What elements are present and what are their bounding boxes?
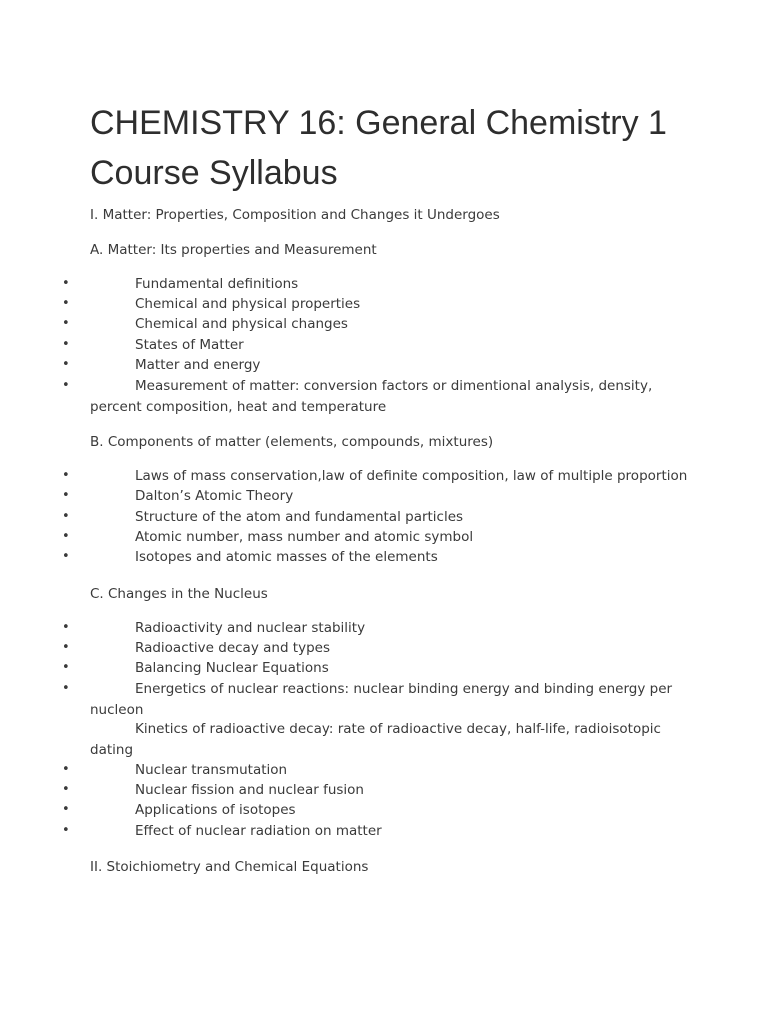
list-item: Kinetics of radioactive decay: rate of radioactive decay, half-life, radioisotopic dating — [90, 721, 661, 758]
subsection-heading-c: C. Changes in the Nucleus — [90, 586, 268, 602]
list-item: • Structure of the atom and fundamental particles — [62, 507, 742, 528]
bullet-icon: • — [62, 276, 70, 291]
list-item: • Nuclear transmutation — [62, 760, 742, 781]
bullet-icon: • — [62, 681, 70, 696]
list-item: • Chemical and physical properties — [62, 294, 742, 315]
section-heading-2: II. Stoichiometry and Chemical Equations — [90, 859, 369, 875]
title-line-2: Course Syllabus — [90, 154, 338, 192]
list-item: • Measurement of matter: conversion factors or dimentional analysis, density, percent composition, heat and temperature — [62, 378, 653, 415]
bullet-icon: • — [62, 762, 70, 777]
subsection-heading-a: A. Matter: Its properties and Measurement — [90, 242, 377, 258]
bullet-icon: • — [62, 660, 70, 675]
bullet-icon: • — [62, 509, 70, 524]
subsection-heading-b: B. Components of matter (elements, compounds, mixtures) — [90, 434, 494, 450]
bullet-icon: • — [62, 529, 70, 544]
bullet-icon: • — [62, 378, 70, 393]
list-item: • Fundamental definitions — [62, 274, 742, 295]
bullet-icon: • — [62, 640, 70, 655]
section-heading-1: I. Matter: Properties, Composition and Changes it Undergoes — [90, 207, 500, 223]
list-item: • Atomic number, mass number and atomic symbol — [62, 527, 742, 548]
bullet-icon: • — [62, 823, 70, 838]
bullet-icon: • — [62, 296, 70, 311]
list-item: • Energetics of nuclear reactions: nuclear binding energy and binding energy per nucleon — [62, 681, 673, 718]
bullet-icon: • — [62, 316, 70, 331]
bullet-icon: • — [62, 357, 70, 372]
page-title — [90, 98, 730, 198]
list-item: • Laws of mass conservation,law of definite composition, law of multiple proportion — [62, 466, 742, 487]
list-item: • States of Matter — [62, 335, 742, 356]
bullet-icon: • — [62, 782, 70, 797]
bullet-icon: • — [62, 468, 70, 483]
list-item: • Matter and energy — [62, 355, 742, 376]
bullet-icon: • — [62, 337, 70, 352]
list-item: • Radioactivity and nuclear stability — [62, 618, 742, 639]
list-item: • Radioactive decay and types — [62, 638, 742, 659]
list-item: • Balancing Nuclear Equations — [62, 658, 742, 679]
list-item: • Chemical and physical changes — [62, 314, 742, 335]
list-item: • Dalton’s Atomic Theory — [62, 486, 742, 507]
bullet-icon: • — [62, 549, 70, 564]
list-item: • Effect of nuclear radiation on matter — [62, 821, 742, 842]
bullet-icon: • — [62, 620, 70, 635]
list-item: • Nuclear fission and nuclear fusion — [62, 780, 742, 801]
title-line-1: CHEMISTRY 16: General Chemistry 1 — [90, 104, 667, 142]
list-item: • Isotopes and atomic masses of the elements — [62, 547, 742, 568]
bullet-icon: • — [62, 488, 70, 503]
bullet-icon: • — [62, 802, 70, 817]
list-item: • Applications of isotopes — [62, 800, 742, 821]
